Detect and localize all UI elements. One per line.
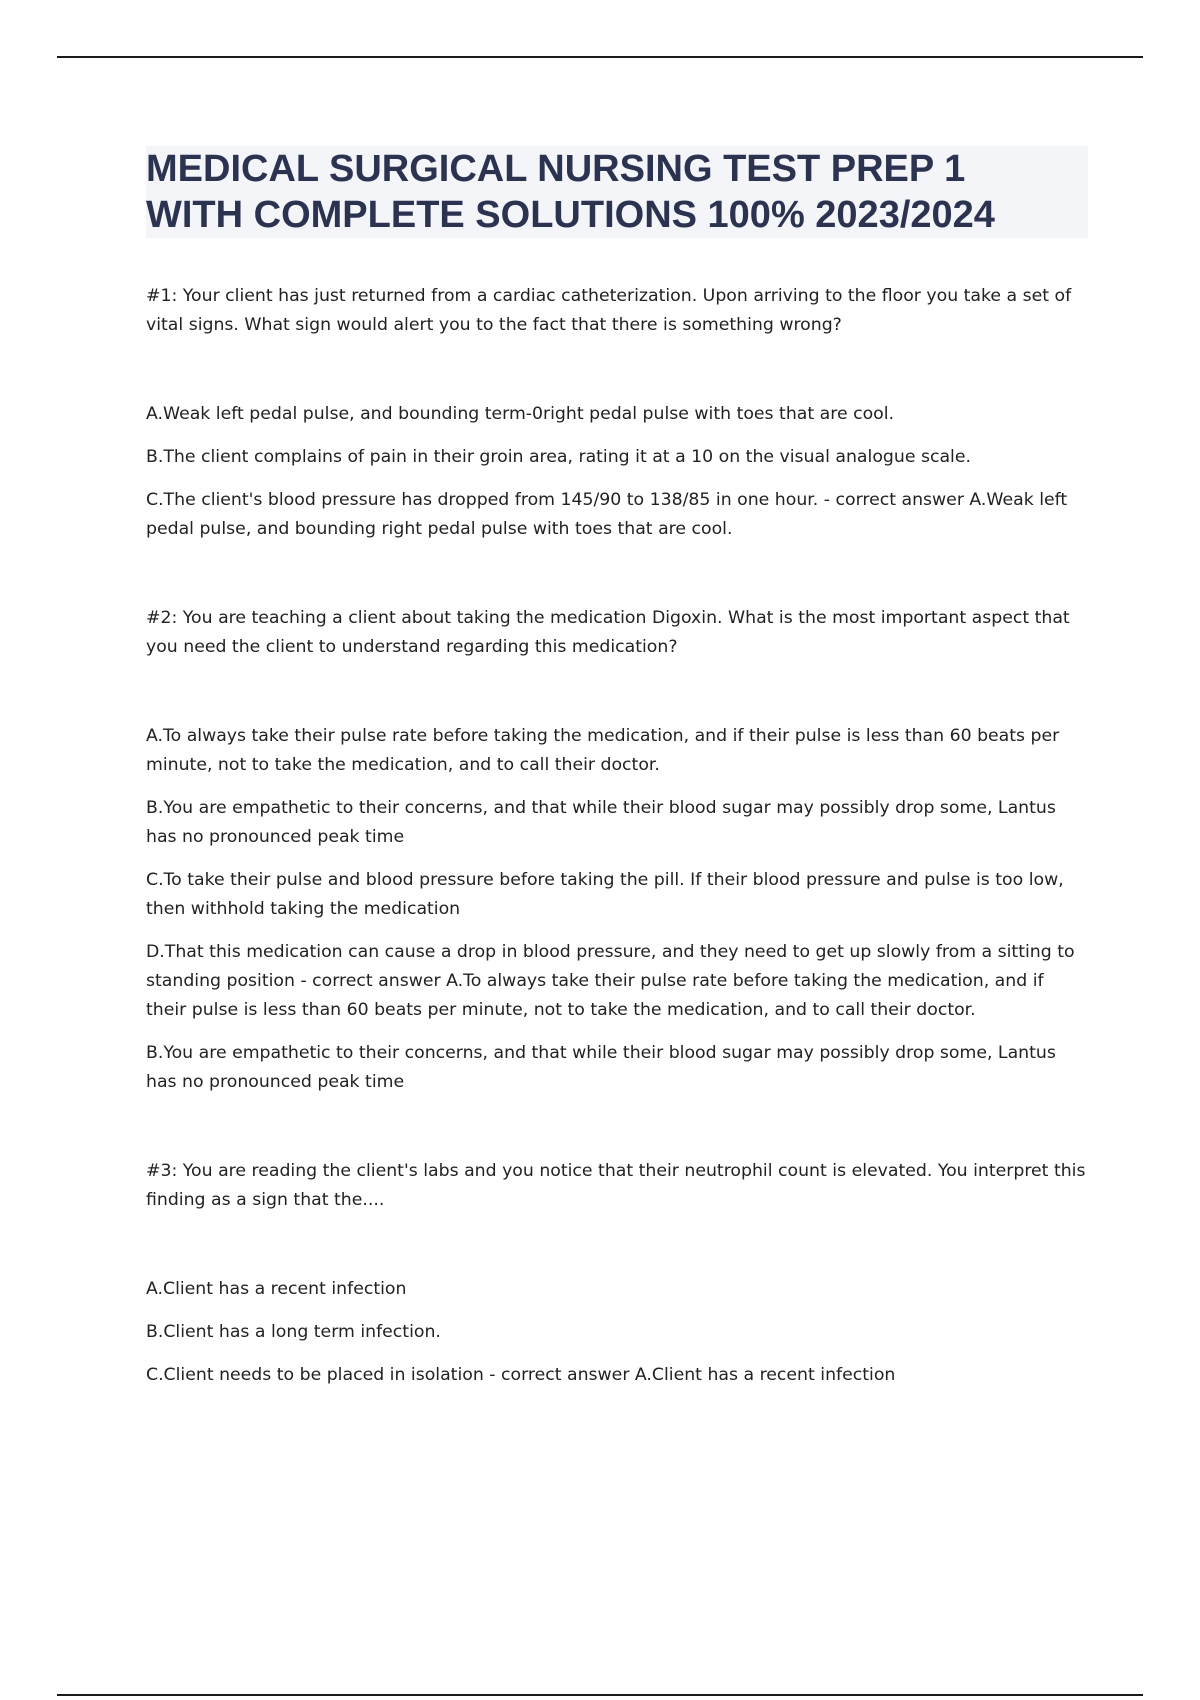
answer-option-with-solution: C.The client's blood pressure has dropped from 145/90 to 138/85 in one hour. - correct answer A.Weak left pedal pulse, and bounding right pedal pulse with toes that are cool. bbox=[146, 490, 1068, 539]
bottom-divider bbox=[57, 1694, 1143, 1696]
answer-option: A.Client has a recent infection bbox=[146, 1279, 407, 1299]
top-divider bbox=[57, 56, 1143, 58]
document-title bbox=[146, 146, 1088, 238]
title-line-2: WITH COMPLETE SOLUTIONS 100% 2023/2024 bbox=[146, 194, 995, 236]
answer-option-with-solution: C.Client needs to be placed in isolation - correct answer A.Client has a recent infection bbox=[146, 1365, 896, 1385]
answer-option: B.The client complains of pain in their groin area, rating it at a 10 on the visual analogue scale. bbox=[146, 447, 971, 467]
answer-option: A.Weak left pedal pulse, and bounding term-0right pedal pulse with toes that are cool. bbox=[146, 404, 895, 424]
answer-option: A.To always take their pulse rate before taking the medication, and if their pulse is less than 60 beats per minute, not to take the medication, and to call their doctor. bbox=[146, 726, 1060, 775]
answer-option-with-solution: D.That this medication can cause a drop in blood pressure, and they need to get up slowly from a sitting to standing position - correct answer A.To always take their pulse rate before taking the medication, and if their pulse is less than 60 beats per minute, not to take the medication, and to call their doctor. bbox=[146, 942, 1075, 1020]
answer-option: B.You are empathetic to their concerns, and that while their blood sugar may possibly drop some, Lantus has no pronounced peak time bbox=[146, 798, 1056, 847]
question-prompt: #2: You are teaching a client about taking the medication Digoxin. What is the most important aspect that you need the client to understand regarding this medication? bbox=[146, 608, 1070, 657]
title-line-1: MEDICAL SURGICAL NURSING TEST PREP 1 bbox=[146, 148, 966, 190]
answer-option: B.Client has a long term infection. bbox=[146, 1322, 441, 1342]
document-body bbox=[146, 282, 1088, 1404]
question-prompt: #3: You are reading the client's labs and you notice that their neutrophil count is elevated. You interpret this finding as a sign that the.... bbox=[146, 1161, 1086, 1210]
question-3 bbox=[146, 1157, 1088, 1390]
answer-option: B.You are empathetic to their concerns, and that while their blood sugar may possibly drop some, Lantus has no pronounced peak time bbox=[146, 1043, 1056, 1092]
answer-option: C.To take their pulse and blood pressure before taking the pill. If their blood pressure and pulse is too low, then withhold taking the medication bbox=[146, 870, 1064, 919]
question-2 bbox=[146, 604, 1088, 1097]
question-prompt: #1: Your client has just returned from a cardiac catheterization. Upon arriving to the floor you take a set of vital signs. What sign would alert you to the fact that there is something wrong? bbox=[146, 286, 1072, 335]
question-1 bbox=[146, 282, 1088, 544]
